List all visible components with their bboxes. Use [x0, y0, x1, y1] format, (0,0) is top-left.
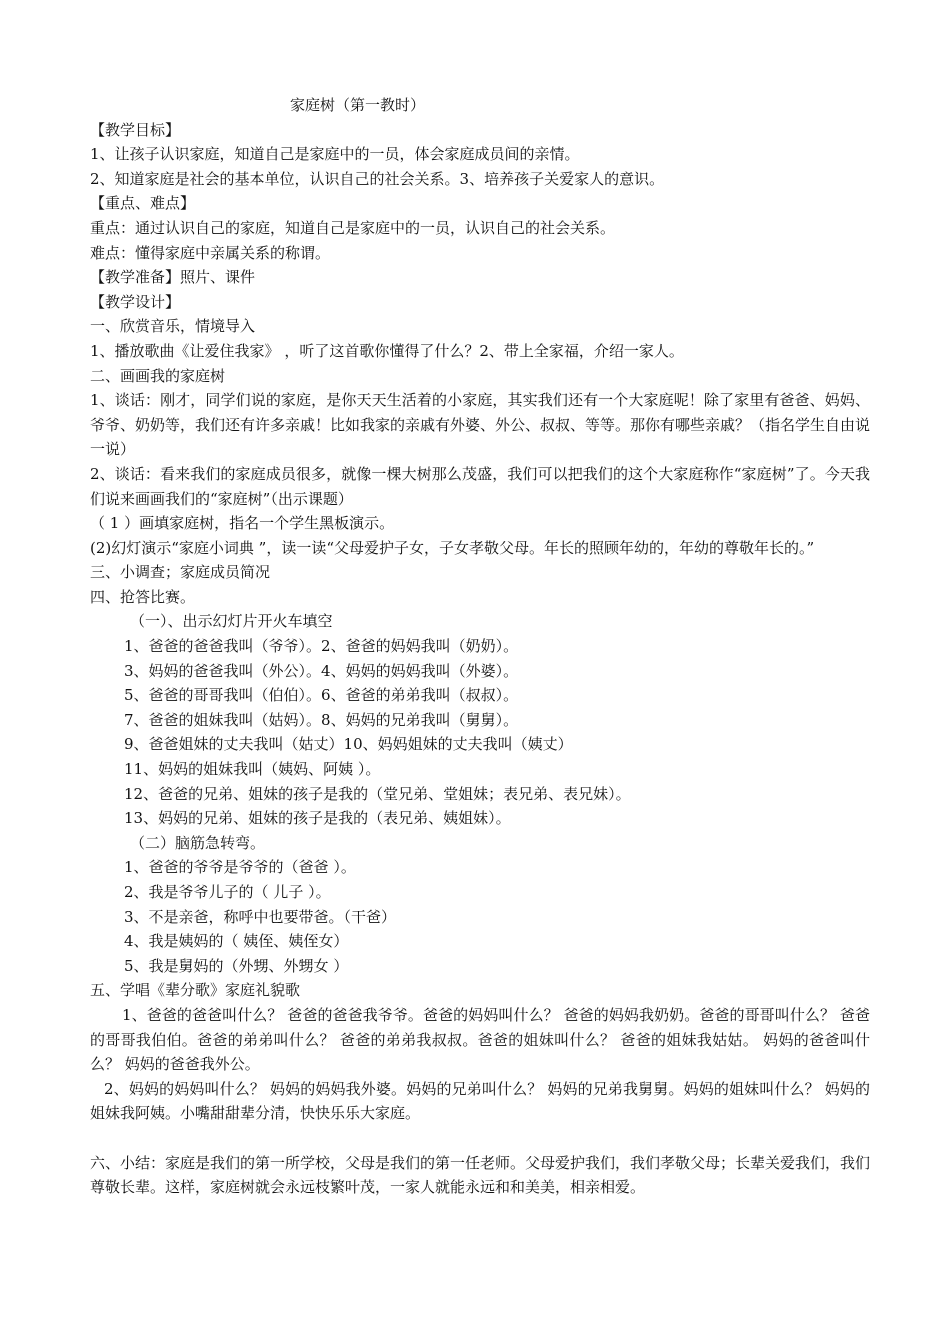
- song-verse-1: 1、爸爸的爸爸叫什么？ 爸爸的爸爸我爷爷。爸爸的妈妈叫什么？ 爸爸的妈妈我奶奶。爸爸的哥哥叫什么？ 爸爸的哥哥我伯伯。爸爸的弟弟叫什么？ 爸爸的弟弟我叔叔。爸爸的姐妹叫什么？ 爸爸的姐妹我姑姑。 妈妈的爸爸叫什么？ 妈妈的爸爸我外公。: [90, 1005, 870, 1074]
- quiz-item: 3、妈妈的爸爸我叫（外公）。4、妈妈的妈妈我叫（外婆）。: [124, 661, 519, 680]
- quiz-item: 1、爸爸的爸爸我叫（爷爷）。2、爸爸的妈妈我叫（奶奶）。: [124, 637, 519, 656]
- step-2-sub-2: (2)幻灯演示“家庭小词典 ”，读一读“父母爱护子女，子女孝敬父母。年长的照顾年幼的，年幼的尊敬年长的。”: [90, 538, 815, 557]
- riddle-item: 3、不是亲爸，称呼中也要带爸。（干爸）: [124, 907, 397, 926]
- key-point: 重点：通过认识自己的家庭，知道自己是家庭中的一员，认识自己的社会关系。: [90, 218, 616, 237]
- document-title: 家庭树（第一教时）: [290, 96, 426, 114]
- step-2-heading: 二、画画我的家庭树: [90, 366, 226, 385]
- quiz-item: 12、爸爸的兄弟、姐妹的孩子是我的（堂兄弟、堂姐妹；表兄弟、表兄妹）。: [124, 784, 631, 803]
- section-heading-design: 【教学设计】: [90, 292, 181, 311]
- quiz-item: 13、妈妈的兄弟、姐妹的孩子是我的（表兄弟、姨姐妹）。: [124, 809, 511, 828]
- riddle-item: 1、爸爸的爷爷是爷爷的（爸爸 ）。: [124, 858, 356, 877]
- document-body: [90, 93, 870, 1200]
- difficult-point: 难点：懂得家庭中亲属关系的称谓。: [90, 243, 331, 262]
- song-verse-2: 2、妈妈的妈妈叫什么？ 妈妈的妈妈我外婆。妈妈的兄弟叫什么？ 妈妈的兄弟我舅舅。妈妈的姐妹叫什么？ 妈妈的姐妹我阿姨。小嘴甜甜辈分清，快快乐乐大家庭。: [90, 1079, 870, 1123]
- objective-1: 1、让孩子认识家庭，知道自己是家庭中的一员，体会家庭成员间的亲情。: [90, 145, 580, 164]
- riddle-item: 4、我是姨妈的（ 姨侄、姨侄女）: [124, 932, 349, 951]
- step-1-item: 1、播放歌曲《让爱住我家》 ，听了这首歌你懂得了什么？2、带上全家福，介绍一家人。: [90, 341, 684, 360]
- blank-line: [90, 1126, 870, 1151]
- objective-2-3: 2、知道家庭是社会的基本单位，认识自己的社会关系。3、培养孩子关爱家人的意识。: [90, 169, 665, 188]
- quiz-item: 9、爸爸姐妹的丈夫我叫（姑丈）10、妈妈姐妹的丈夫我叫（姨丈）: [124, 735, 573, 754]
- quiz-part-2-heading: （二）脑筋急转弯。: [130, 833, 266, 852]
- quiz-item: 7、爸爸的姐妹我叫（姑妈）。8、妈妈的兄弟我叫（舅舅）。: [124, 710, 519, 729]
- step-2-talk-1: 1、谈话：刚才，同学们说的家庭，是你天天生活着的小家庭，其实我们还有一个大家庭呢！除了家里有爸爸、妈妈、爷爷、奶奶等，我们还有许多亲戚！比如我家的亲戚有外婆、外公、叔叔、等等。那你有哪些亲戚？（指名学生自由说一说）: [90, 391, 871, 459]
- summary: 六、小结：家庭是我们的第一所学校，父母是我们的第一任老师。父母爱护我们，我们孝敬父母；长辈关爱我们，我们尊敬长辈。这样，家庭树就会永远枝繁叶茂，一家人就能永远和和美美，相亲相爱。: [90, 1153, 871, 1197]
- step-5-heading: 五、学唱《辈分歌》家庭礼貌歌: [90, 981, 301, 1000]
- section-heading-preparation: 【教学准备】照片、课件: [90, 268, 256, 287]
- step-3-heading: 三、小调查；家庭成员简况: [90, 563, 271, 582]
- step-1-heading: 一、欣赏音乐，情境导入: [90, 317, 256, 336]
- section-heading-keypoints: 【重点、难点】: [90, 194, 196, 213]
- step-2-talk-2: 2、谈话：看来我们的家庭成员很多，就像一棵大树那么茂盛，我们可以把我们的这个大家庭称作“家庭树”了。今天我们说来画画我们的“家庭树”（出示课题）: [90, 464, 870, 508]
- riddle-item: 2、我是爷爷儿子的（ 儿子 ）。: [124, 883, 331, 901]
- quiz-item: 11、妈妈的姐妹我叫（姨妈、阿姨 ）。: [124, 760, 381, 779]
- step-4-heading: 四、抢答比赛。: [90, 587, 196, 606]
- quiz-item: 5、爸爸的哥哥我叫（伯伯）。6、爸爸的弟弟我叫（叔叔）。: [124, 686, 519, 705]
- section-heading-objectives: 【教学目标】: [90, 120, 181, 139]
- quiz-part-1-heading: （一）、出示幻灯片开火车填空: [130, 612, 333, 631]
- step-2-sub-1: （ 1 ）画填家庭树，指名一个学生黑板演示。: [90, 514, 395, 533]
- riddle-item: 5、我是舅妈的（外甥、外甥女 ）: [124, 956, 349, 975]
